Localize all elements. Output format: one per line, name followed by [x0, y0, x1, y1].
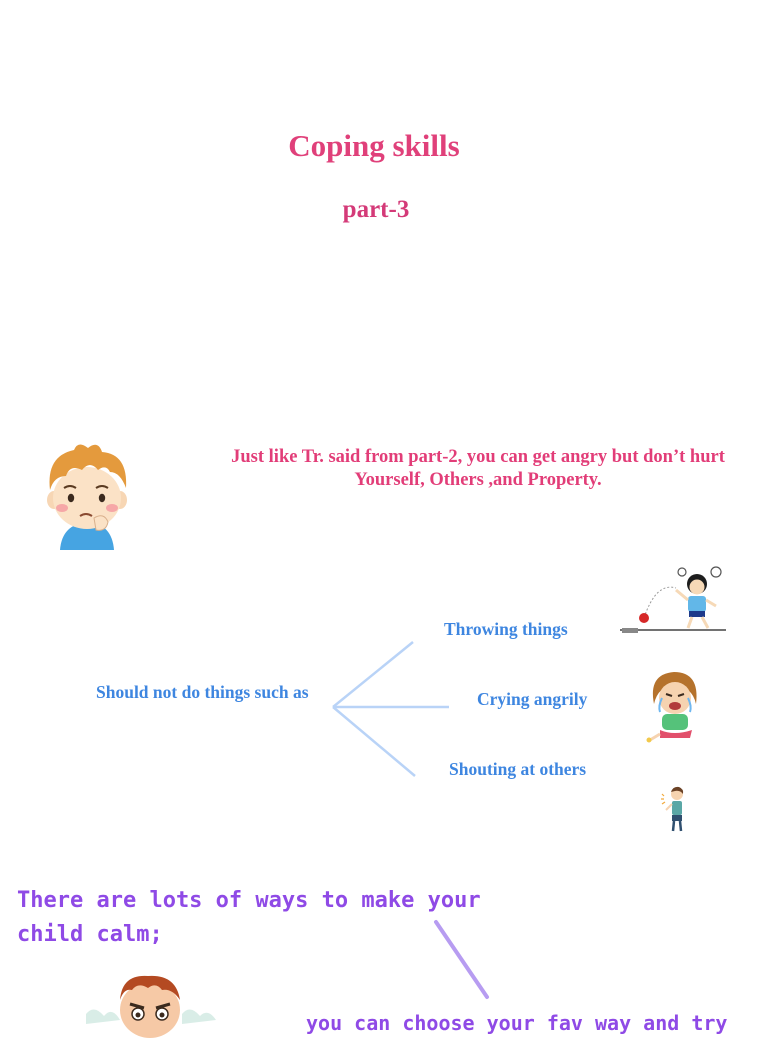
branch-label-shouting: Shouting at others — [449, 759, 587, 779]
page-subtitle: part-3 — [342, 196, 410, 223]
calm-footer-text: you can choose your fav way and try — [306, 1011, 728, 1035]
calm-heading-line-2: child calm; — [17, 922, 163, 947]
intro-text: Just like Tr. said from part-2, you can get angry but don’t hurt Yourself, Others ,and Property. — [231, 447, 725, 490]
diagram-root-label: Should not do things such as — [96, 682, 309, 702]
page-title: Coping skills — [288, 128, 460, 163]
angry-boy-icon — [86, 970, 216, 1024]
branch-label-crying: Crying angrily — [477, 689, 588, 709]
calm-heading-line-1: There are lots of ways to make your — [17, 888, 481, 913]
branch-label-throwing: Throwing things — [444, 619, 568, 639]
